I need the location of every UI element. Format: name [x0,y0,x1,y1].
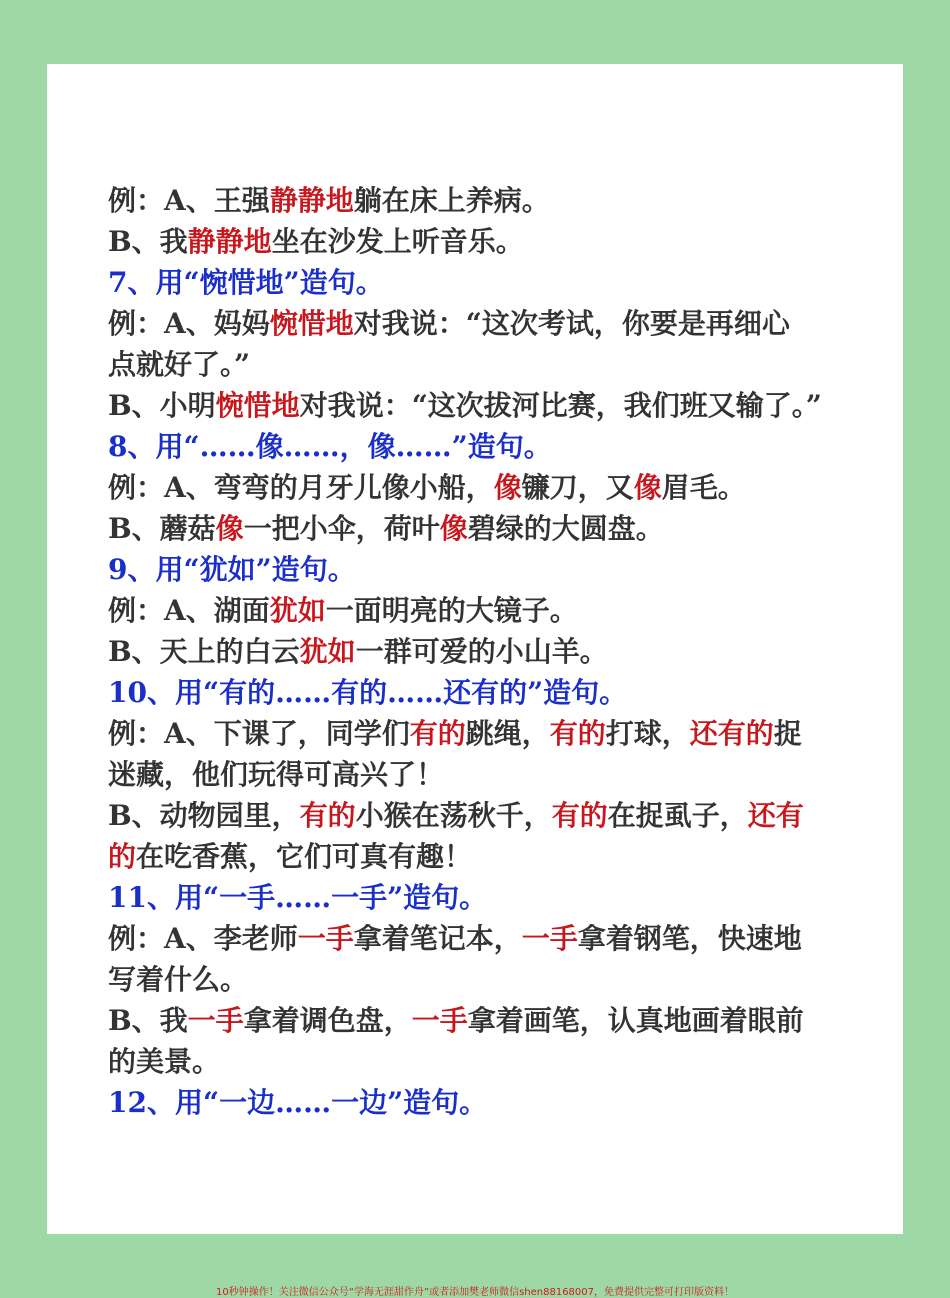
sentence-text: 躺在床上养病。 [353,184,550,217]
sentence-text: 迷藏，他们玩得可高兴了！ [108,758,445,791]
sentence-text: 9、用“犹如”造句。 [108,553,356,586]
example-sentence [108,344,848,385]
highlighted-keyword: 犹如 [269,594,326,627]
example-sentence [108,303,848,344]
sentence-text: 例：A、李老师 [108,922,298,955]
highlighted-keyword: 有的 [549,717,606,750]
sentence-text: 跳绳， [465,717,550,750]
sentence-text: 写着什么。 [108,963,249,996]
example-sentence [108,590,848,631]
sentence-text: B、蘑菇 [108,512,216,545]
sentence-text: 镰刀，又 [521,471,634,504]
sentence-text: 拿着笔记本， [353,922,522,955]
sentence-text: 一群可爱的小山羊。 [355,635,608,668]
sentence-text: B、天上的白云 [108,635,300,668]
highlighted-keyword: 一手 [297,922,354,955]
highlighted-keyword: 的 [108,840,137,873]
example-sentence [108,467,848,508]
exercise-heading [108,549,848,590]
highlighted-keyword: 一手 [411,1004,468,1037]
highlighted-keyword: 有的 [299,799,356,832]
sentence-text: 打球， [605,717,690,750]
example-sentence [108,918,848,959]
sentence-text: 的美景。 [108,1045,221,1078]
sentence-text: 眉毛。 [661,471,746,504]
sentence-text: 坐在沙发上听音乐。 [271,225,524,258]
example-sentence [108,385,848,426]
exercise-heading [108,672,848,713]
exercise-heading [108,1082,848,1123]
example-sentence [108,959,848,1000]
example-sentence [108,713,848,754]
highlighted-keyword: 像 [493,471,522,504]
highlighted-keyword: 犹如 [299,635,356,668]
example-sentence [108,795,848,836]
example-sentence [108,836,848,877]
example-sentence [108,180,848,221]
sentence-text: 对我说：“这次拔河比赛，我们班又输了。” [299,389,822,422]
example-sentence [108,754,848,795]
sentence-text: 例：A、湖面 [108,594,270,627]
example-sentence [108,221,848,262]
sentence-text: 小猴在荡秋千， [355,799,552,832]
exercise-heading [108,262,848,303]
sentence-text: 一面明亮的大镜子。 [325,594,578,627]
sentence-text: 例：A、王强 [108,184,270,217]
sentence-text: 一把小伞，荷叶 [243,512,440,545]
highlighted-keyword: 静静地 [187,225,272,258]
highlighted-keyword: 有的 [409,717,466,750]
sentence-text: 7、用“惋惜地”造句。 [108,266,384,299]
sentence-text: 10、用“有的……有的……还有的”造句。 [108,676,628,709]
highlighted-keyword: 还有 [747,799,804,832]
footer-promo-text: 10秒钟操作！关注微信公众号“学海无涯甜作舟”或者添加樊老师微信shen88168007，免费提供完整可打印版资料！ [215,1287,735,1298]
worksheet-content [108,180,848,1123]
example-sentence [108,1041,848,1082]
highlighted-keyword: 一手 [187,1004,244,1037]
sentence-text: B、我 [108,1004,188,1037]
sentence-text: 在吃香蕉，它们可真有趣！ [136,840,473,873]
sentence-text: 例：A、妈妈 [108,307,270,340]
highlighted-keyword: 惋惜地 [269,307,354,340]
highlighted-keyword: 一手 [521,922,578,955]
sentence-text: 拿着钢笔，快速地 [577,922,802,955]
highlighted-keyword: 惋惜地 [215,389,300,422]
sentence-text: 在捉虱子， [607,799,748,832]
sentence-text: 拿着画笔，认真地画着眼前 [467,1004,804,1037]
exercise-heading [108,877,848,918]
sentence-text: 11、用“一手……一手”造句。 [108,881,488,914]
example-sentence [108,1000,848,1041]
sentence-text: 8、用“……像……，像……”造句。 [108,430,552,463]
example-sentence [108,631,848,672]
highlighted-keyword: 像 [439,512,468,545]
highlighted-keyword: 还有的 [689,717,774,750]
sentence-text: 点就好了。” [108,348,251,381]
sentence-text: B、我 [108,225,188,258]
sentence-text: 例：A、弯弯的月牙儿像小船， [108,471,494,504]
sentence-text: 12、用“一边……一边”造句。 [108,1086,488,1119]
sentence-text: 拿着调色盘， [243,1004,412,1037]
sentence-text: 捉 [773,717,802,750]
highlighted-keyword: 静静地 [269,184,354,217]
sentence-text: 碧绿的大圆盘。 [467,512,664,545]
highlighted-keyword: 像 [215,512,244,545]
highlighted-keyword: 有的 [551,799,608,832]
sentence-text: 例：A、下课了，同学们 [108,717,410,750]
sentence-text: B、动物园里， [108,799,300,832]
highlighted-keyword: 像 [633,471,662,504]
sentence-text: 对我说：“这次考试，你要是再细心 [353,307,790,340]
sentence-text: B、小明 [108,389,216,422]
example-sentence [108,508,848,549]
exercise-heading [108,426,848,467]
